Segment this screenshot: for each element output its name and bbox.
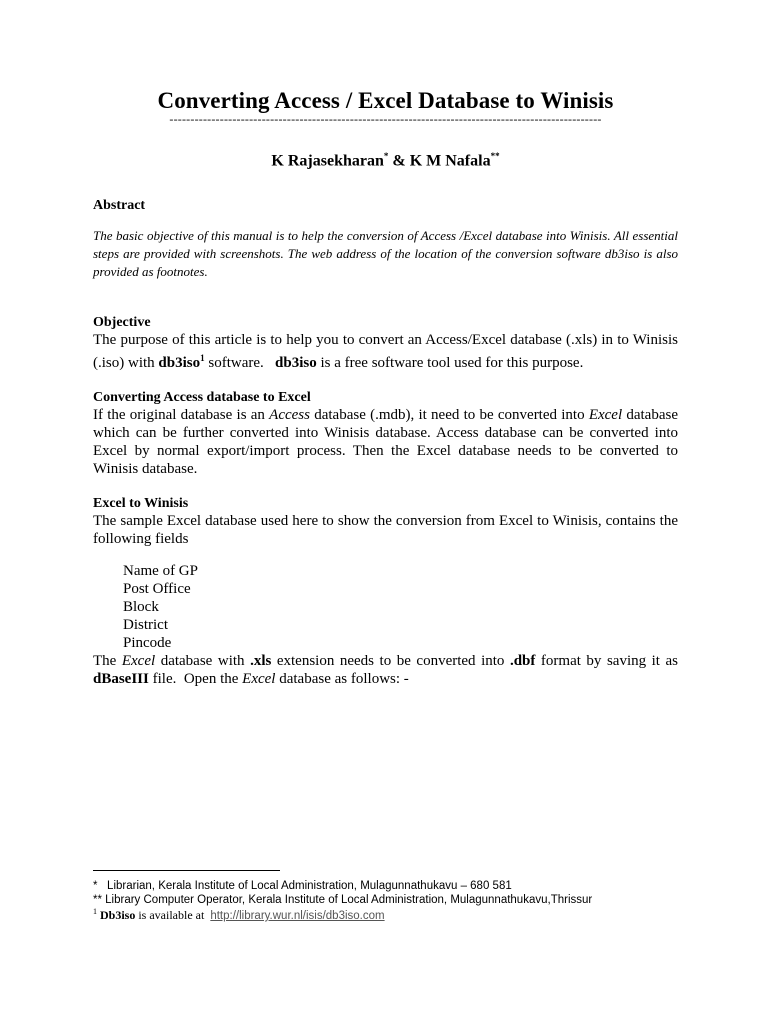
footnote-ref-1: 1 [200, 353, 205, 364]
list-item: Name of GP [123, 563, 198, 580]
excel-text-6: database as follows: - [275, 671, 409, 688]
access-text-1: If the original database is an [93, 407, 270, 424]
objective-text-1: The purpose of this article is to help you to convert an Access/Excel database (.xls) in to Winisis (.iso) with [93, 332, 678, 372]
authors-line [93, 151, 678, 170]
title-divider: ------------------------------------------------------------------------------------------------------- [169, 112, 602, 126]
access-text-3: database which can be further converted into Winisis database. Access database can be converted into Excel by normal export/import process. Then the Excel database needs to be converted to Winisis database. [93, 407, 678, 478]
excel-text-2: database with [155, 653, 251, 670]
document-page [93, 88, 678, 688]
excel-term-1: Excel [121, 653, 156, 670]
excel-term-2: Excel [242, 671, 276, 688]
list-item: Post Office [123, 581, 191, 598]
objective-heading: Objective [93, 315, 151, 331]
db3iso-link[interactable]: http://library.wur.nl/isis/db3iso.com [210, 910, 385, 922]
excel-intro: The sample Excel database used here to show the conversion from Excel to Winisis, contains the following fields [93, 513, 678, 548]
list-item: Pincode [123, 635, 172, 652]
db3iso-term-2: db3iso [275, 355, 317, 372]
footnote-3-mark: 1 [93, 907, 97, 916]
access-paragraph [93, 406, 678, 478]
author-2-mark: ** [490, 151, 500, 161]
footnote-1: * Librarian, Kerala Institute of Local Administration, Mulagunnathukavu – 680 581 [93, 880, 512, 892]
excel-paragraph [93, 652, 678, 688]
footnote-2: ** Library Computer Operator, Kerala Institute of Local Administration, Mulagunnathukavu,Thrissur [93, 894, 593, 906]
abstract-text: The basic objective of this manual is to help the conversion of Access /Excel database into Winisis. All essential steps are provided with screenshots. The web address of the location of the conversion software db3iso is also provided as footnotes. [93, 228, 678, 280]
author-1-mark: * [383, 151, 389, 161]
excel-text-4: format by saving it as [535, 653, 678, 670]
list-item: Block [123, 599, 159, 616]
objective-paragraph [93, 331, 678, 372]
objective-text-2: software. [204, 355, 276, 372]
footnote-3-text: is available at [135, 908, 211, 922]
xls-term: .xls [250, 653, 272, 670]
list-item: District [123, 617, 168, 634]
excel-text-5: file. Open the [148, 671, 243, 688]
dbase-term: dBaseIII [93, 671, 149, 688]
dbf-term: .dbf [509, 653, 536, 670]
excel-text-1: The [93, 653, 122, 670]
abstract-heading: Abstract [93, 198, 146, 214]
excel-text-3: extension needs to be converted into [271, 653, 510, 670]
document-title: Converting Access / Excel Database to Winisis [157, 88, 614, 113]
footnotes [93, 870, 693, 923]
footnote-3-term: Db3iso [100, 908, 136, 922]
author-separator: & [388, 152, 410, 170]
footnote-rule [93, 870, 280, 871]
objective-text-3: is a free software tool used for this purpose. [316, 355, 584, 372]
access-text-2: database (.mdb), it need to be converted into [309, 407, 589, 424]
excel-heading: Excel to Winisis [93, 496, 189, 512]
footnote-3 [93, 907, 693, 923]
author-2: K M Nafala [409, 152, 491, 170]
excel-term: Excel [588, 407, 623, 424]
author-1: K Rajasekharan [271, 152, 384, 170]
db3iso-term: db3iso [158, 355, 201, 372]
access-term: Access [269, 407, 310, 424]
fields-list [123, 562, 678, 652]
access-heading: Converting Access database to Excel [93, 390, 311, 406]
